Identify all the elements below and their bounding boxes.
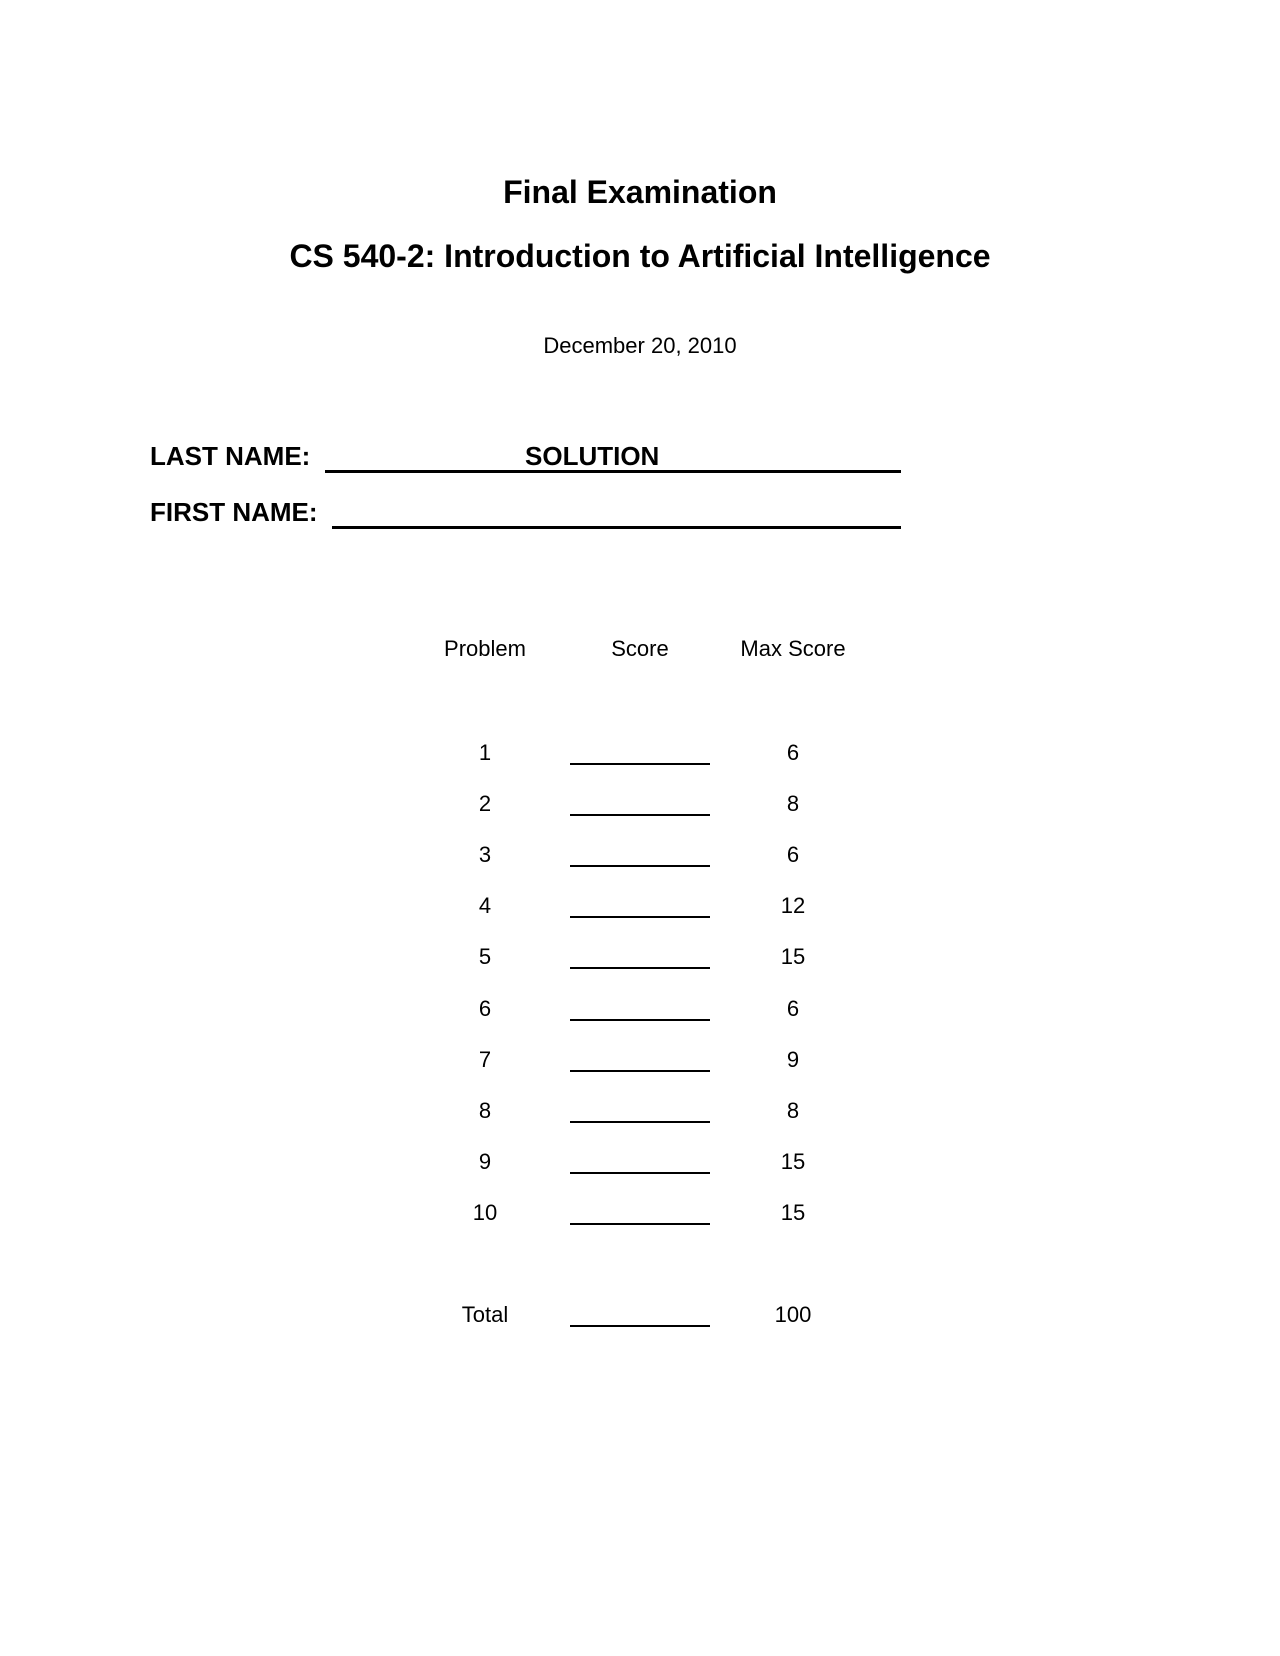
exam-date: December 20, 2010: [543, 333, 737, 358]
score-blank-line: [570, 1223, 710, 1225]
total-max-score: 100: [774, 1302, 812, 1327]
max-score: 9: [786, 1047, 800, 1072]
max-score: 6: [786, 740, 800, 765]
total-score-blank-line: [570, 1325, 710, 1327]
max-score: 6: [786, 996, 800, 1021]
problem-number: 1: [478, 740, 492, 765]
max-score: 8: [786, 791, 800, 816]
score-blank-line: [570, 814, 710, 816]
problem-number: 10: [472, 1200, 498, 1225]
column-header-problem: Problem: [444, 636, 526, 661]
score-row: [0, 741, 1280, 771]
problem-number: 8: [478, 1098, 492, 1123]
score-row: [0, 1099, 1280, 1129]
problem-number: 6: [478, 996, 492, 1021]
max-score: 6: [786, 842, 800, 867]
score-row: [0, 945, 1280, 975]
course-title: CS 540-2: Introduction to Artificial Intelligence: [289, 238, 991, 274]
problem-number: 4: [478, 893, 492, 918]
problem-number: 5: [478, 944, 492, 969]
score-blank-line: [570, 865, 710, 867]
score-row: [0, 1201, 1280, 1231]
score-blank-line: [570, 1070, 710, 1072]
score-blank-line: [570, 967, 710, 969]
score-row: [0, 1048, 1280, 1078]
score-blank-line: [570, 763, 710, 765]
max-score: 15: [780, 944, 806, 969]
exam-title: Final Examination: [503, 174, 777, 210]
first-name-line: [332, 526, 901, 529]
total-label: Total: [461, 1302, 509, 1327]
score-row: [0, 997, 1280, 1027]
first-name-label: FIRST NAME:: [150, 497, 318, 527]
max-score: 15: [780, 1149, 806, 1174]
max-score: 8: [786, 1098, 800, 1123]
column-header-score: Score: [611, 636, 669, 661]
score-row: [0, 792, 1280, 822]
score-row: [0, 843, 1280, 873]
max-score: 12: [780, 893, 806, 918]
score-blank-line: [570, 916, 710, 918]
score-blank-line: [570, 1121, 710, 1123]
max-score: 15: [780, 1200, 806, 1225]
problem-number: 7: [478, 1047, 492, 1072]
last-name-label: LAST NAME:: [150, 441, 311, 471]
last-name-value: SOLUTION: [525, 441, 660, 471]
column-header-max-score: Max Score: [740, 636, 846, 661]
total-row: [0, 1303, 1280, 1333]
score-blank-line: [570, 1019, 710, 1021]
score-row: [0, 1150, 1280, 1180]
score-blank-line: [570, 1172, 710, 1174]
problem-number: 2: [478, 791, 492, 816]
problem-number: 9: [478, 1149, 492, 1174]
problem-number: 3: [478, 842, 492, 867]
score-row: [0, 894, 1280, 924]
